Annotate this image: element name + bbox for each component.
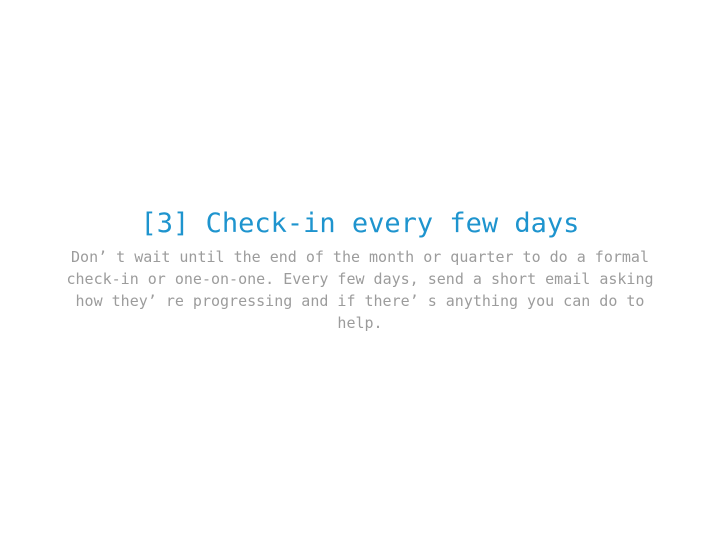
body-line: help.: [337, 314, 383, 332]
body-line: check-in or one-on-one. Every few days, send a short email asking: [66, 270, 654, 288]
slide-body-paragraph: [0, 246, 720, 334]
body-line: how they’ re progressing and if there’ s anything you can do to: [75, 292, 645, 310]
body-line: Don’ t wait until the end of the month or quarter to do a formal: [71, 248, 649, 266]
slide-title: [3] Check-in every few days: [140, 208, 580, 239]
